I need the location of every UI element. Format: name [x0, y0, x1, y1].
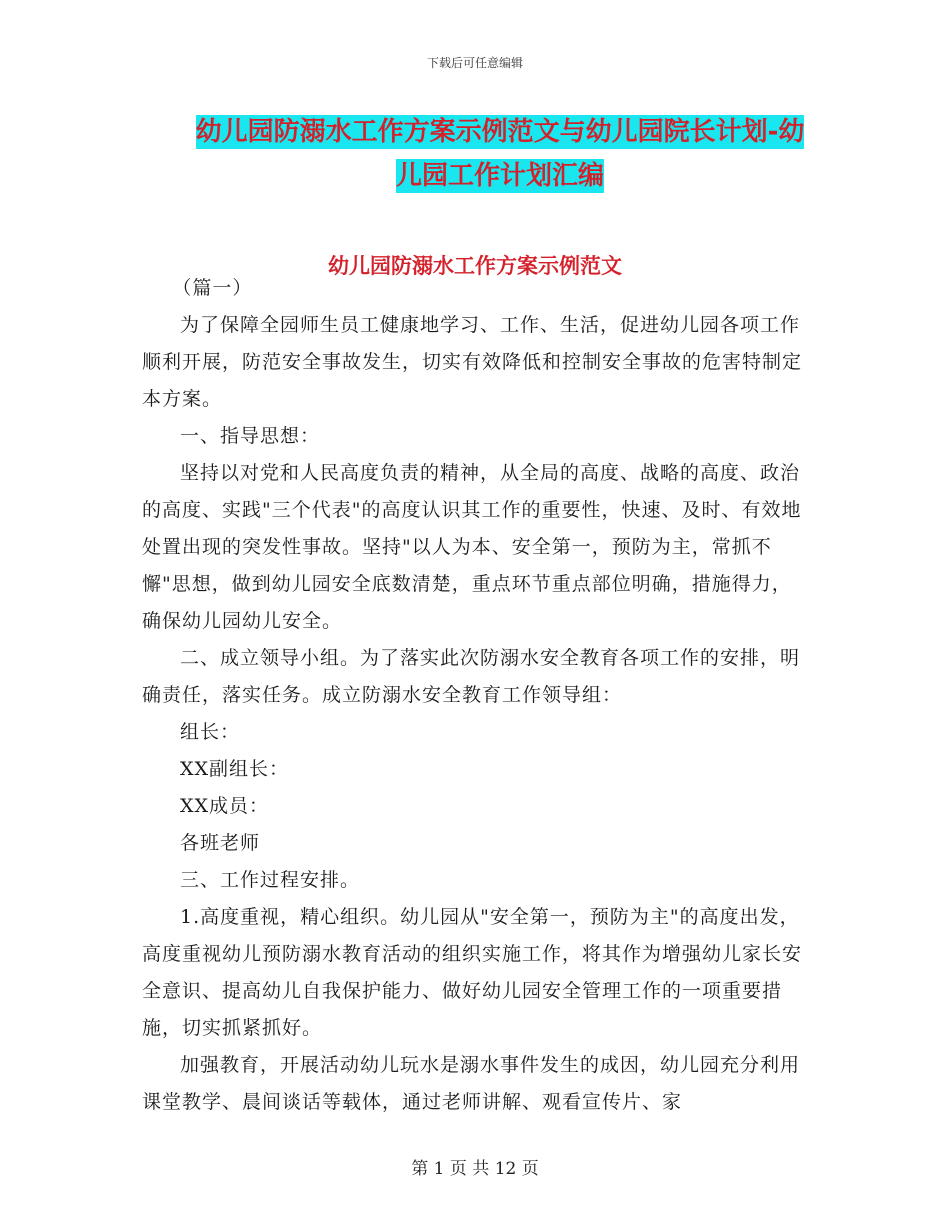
paragraph: XX副组长：: [180, 758, 290, 780]
paragraph: 坚持以对党和人民高度负责的精神，从全局的高度、战略的高度、政治的高度、实践"三个代表"的高度认识其工作的重要性，快速、及时、有效地处置出现的突发性事故。坚持"以人为本、安全第一，预防为主，常抓不懈"思想，做到幼儿园安全底数清楚，重点环节重点部位明确，措施得力，确保幼儿园幼儿安全。: [142, 462, 802, 632]
paragraph: 加强教育，开展活动幼儿玩水是溺水事件发生的成因，幼儿园充分利用课堂教学、晨间谈话等载体，通过老师讲解、观看宣传片、家: [142, 1054, 801, 1113]
paragraph: 为了保障全园师生员工健康地学习、工作、生活，促进幼儿园各项工作顺利开展，防范安全事故发生，切实有效降低和控制安全事故的危害特制定本方案。: [142, 314, 803, 410]
document-title: [140, 110, 860, 198]
page-number: 第 1 页 共 12 页: [411, 1159, 539, 1179]
paragraph: 各班老师: [180, 832, 261, 854]
section-title: 幼儿园防溺水工作方案示例范文: [328, 254, 622, 278]
paragraph: 三、工作过程安排。: [180, 869, 361, 891]
paragraph: XX成员：: [180, 795, 270, 817]
paragraph: （篇一）: [172, 277, 253, 299]
title-line-2: 儿园工作计划汇编: [395, 161, 604, 191]
document-body: [142, 270, 810, 1121]
paragraph: 组长：: [180, 721, 241, 743]
paragraph: 一、指导思想：: [180, 425, 321, 447]
paragraph: 1.高度重视，精心组织。幼儿园从"安全第一，预防为主"的高度出发，高度重视幼儿预防溺水教育活动的组织实施工作，将其作为增强幼儿家长安全意识、提高幼儿自我保护能力、做好幼儿园安全管理工作的一项重要措施，切实抓紧抓好。: [142, 906, 803, 1039]
title-line-1: 幼儿园防溺水工作方案示例范文与幼儿园院长计划-幼: [195, 117, 805, 147]
header-note: 下载后可任意编辑: [426, 56, 523, 70]
paragraph: 二、成立领导小组。为了落实此次防溺水安全教育各项工作的安排，明确责任，落实任务。成立防溺水安全教育工作领导组：: [142, 647, 801, 706]
